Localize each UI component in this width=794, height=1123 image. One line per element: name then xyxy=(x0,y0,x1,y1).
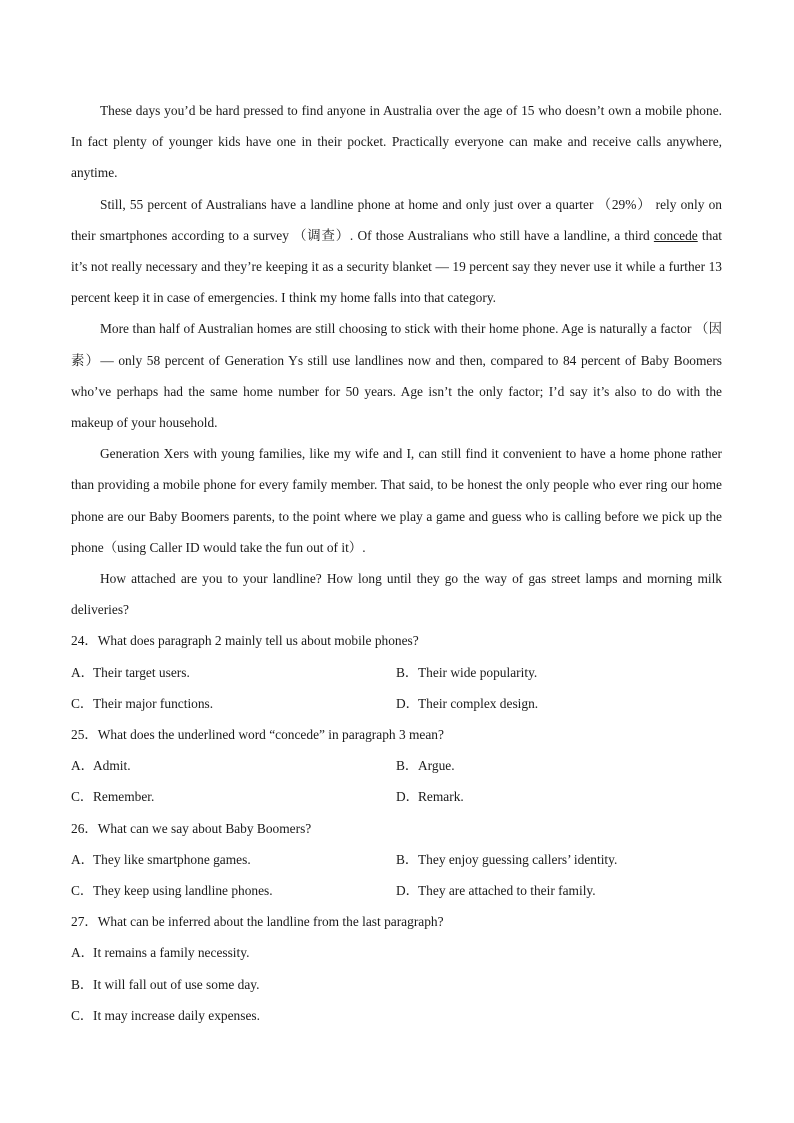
option-25-d[interactable] xyxy=(396,781,464,812)
question-27-stem: 27．What can be inferred about the landline from the last paragraph? xyxy=(71,914,444,930)
option-text: Their target users. xyxy=(93,664,190,680)
option-letter: C． xyxy=(71,882,94,898)
passage-paragraph-2 xyxy=(71,189,722,314)
question-26-stem: 26．What can we say about Baby Boomers? xyxy=(71,820,312,836)
option-letter: D． xyxy=(396,695,420,711)
document-page xyxy=(71,95,722,1031)
option-27-b[interactable] xyxy=(71,969,722,1000)
option-26-a[interactable] xyxy=(71,844,251,875)
question-26-options-row-1 xyxy=(71,844,722,875)
option-text: They keep using landline phones. xyxy=(93,882,273,898)
option-text: Remember. xyxy=(93,789,155,805)
option-text: Admit. xyxy=(93,758,131,774)
question-24-options-row-2 xyxy=(71,688,722,719)
option-letter: C． xyxy=(71,695,94,711)
option-letter: D． xyxy=(396,882,420,898)
option-letter: B． xyxy=(396,758,419,774)
option-text: Their complex design. xyxy=(418,695,539,711)
option-25-c[interactable] xyxy=(71,781,154,812)
option-26-c[interactable] xyxy=(71,875,273,906)
option-25-b[interactable] xyxy=(396,750,455,781)
question-25-stem: 25．What does the underlined word “concede” in paragraph 3 mean? xyxy=(71,727,444,743)
option-27-c[interactable] xyxy=(71,1000,722,1031)
option-text: Remark. xyxy=(418,789,464,805)
option-24-d[interactable] xyxy=(396,688,538,719)
option-letter: A． xyxy=(71,851,95,867)
question-25-options-row-2 xyxy=(71,781,722,812)
option-text: They are attached to their family. xyxy=(418,882,596,898)
option-letter: B． xyxy=(396,664,419,680)
option-text: Their major functions. xyxy=(93,695,214,711)
passage-paragraph-4: Generation Xers with young families, like my wife and I, can still find it convenient to have a home phone rather than providing a mobile phone for every family member. That said, to be honest the only people who ever ring our home phone are our Baby Boomers parents, to the point where we play a game and guess who is calling before we pick up the phone（using Caller ID would take the fun out of it）. xyxy=(71,446,722,555)
paragraph-2-text-after: that it’s not really necessary and they’re keeping it as a security blanket — 19 percent say they never use it while a further 13 percent keep it in case of emergencies. I think my home falls into that category. xyxy=(71,227,722,306)
option-text: It may increase daily expenses. xyxy=(93,1007,260,1023)
question-26-options-row-2 xyxy=(71,875,722,906)
option-text: It remains a family necessity. xyxy=(93,945,250,961)
option-letter: C． xyxy=(71,1007,94,1023)
option-letter: A． xyxy=(71,758,95,774)
option-text: Argue. xyxy=(418,758,455,774)
question-24-stem: 24．What does paragraph 2 mainly tell us about mobile phones? xyxy=(71,633,419,649)
passage-paragraph-3: More than half of Australian homes are still choosing to stick with their home phone. Age is naturally a factor （因素）— only 58 percent of Generation Ys still use landlines now and then, compared to 84 percent of Baby Boomers who’ve perhaps had the same home number for 50 years. Age isn’t the only factor; I’d say it’s also to do with the makeup of your household. xyxy=(71,321,722,431)
option-letter: B． xyxy=(396,851,419,867)
paragraph-2-text-before: Still, 55 percent of Australians have a landline phone at home and only just over a quarter （29%） rely only on their smartphones according to a survey （调查）. Of those Australians who still have a landline, a third xyxy=(71,196,722,243)
option-letter: C． xyxy=(71,789,94,805)
option-26-b[interactable] xyxy=(396,844,617,875)
option-text: It will fall out of use some day. xyxy=(93,976,260,992)
option-text: They like smartphone games. xyxy=(93,851,251,867)
passage-paragraph-1: These days you’d be hard pressed to find anyone in Australia over the age of 15 who doesn’t own a mobile phone. In fact plenty of younger kids have one in their pocket. Practically everyone can make and receive calls anywhere, anytime. xyxy=(71,103,722,181)
option-27-a[interactable] xyxy=(71,937,722,968)
question-25-options-row-1 xyxy=(71,750,722,781)
option-25-a[interactable] xyxy=(71,750,131,781)
option-26-d[interactable] xyxy=(396,875,596,906)
option-24-b[interactable] xyxy=(396,657,537,688)
option-letter: B． xyxy=(71,976,94,992)
option-letter: D． xyxy=(396,789,420,805)
option-letter: A． xyxy=(71,945,95,961)
option-24-c[interactable] xyxy=(71,688,213,719)
question-24-options-row-1 xyxy=(71,657,722,688)
passage-paragraph-5: How attached are you to your landline? How long until they go the way of gas street lamps and morning milk deliveries? xyxy=(71,571,722,618)
option-text: Their wide popularity. xyxy=(418,664,538,680)
option-text: They enjoy guessing callers’ identity. xyxy=(418,851,618,867)
underlined-word-concede: concede xyxy=(653,227,698,243)
option-24-a[interactable] xyxy=(71,657,190,688)
option-letter: A． xyxy=(71,664,95,680)
